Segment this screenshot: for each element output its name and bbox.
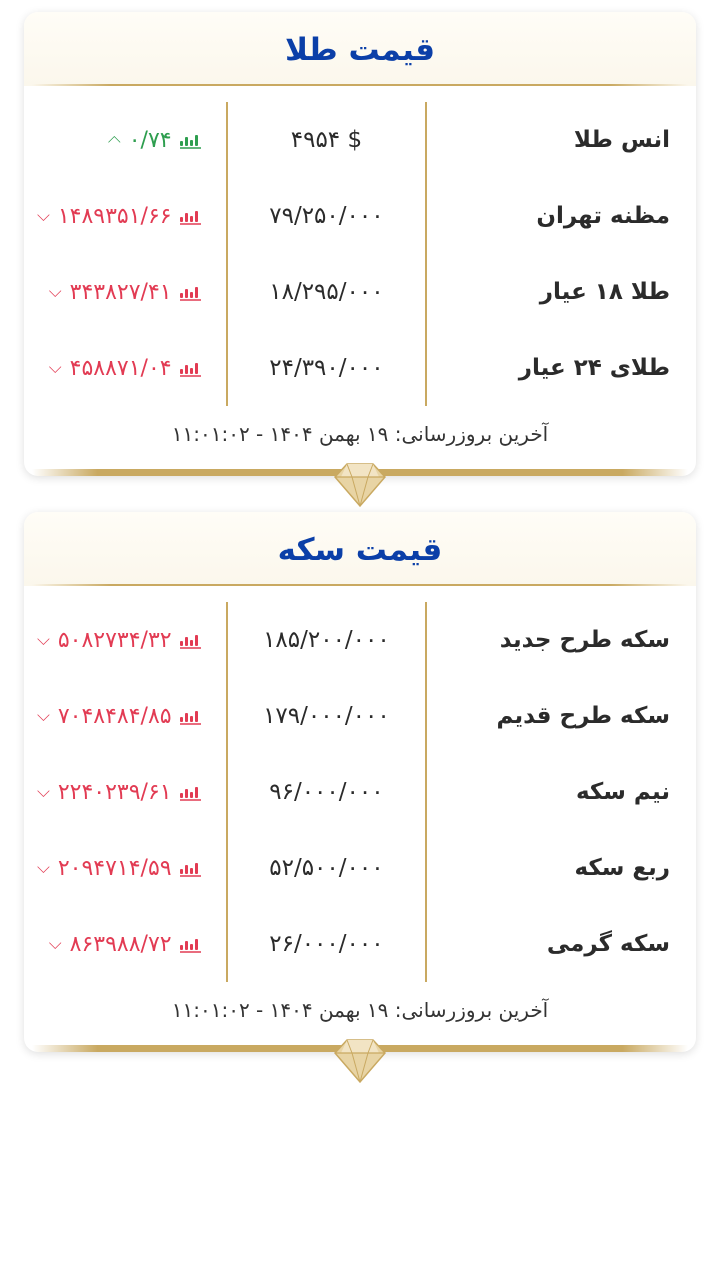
item-price — [226, 830, 428, 906]
item-name: انس طلا — [573, 127, 670, 153]
item-change-value: ۲۲۴۰۲۳۹/۶۱ — [57, 779, 172, 805]
item-price-value: ۲۶/۰۰۰/۰۰۰ — [269, 931, 384, 957]
table-row[interactable] — [24, 678, 696, 754]
chevron-down-icon: ⌵ — [48, 933, 62, 954]
coin-card-header — [24, 512, 696, 586]
coin-price-card — [24, 512, 696, 1052]
last-update-text: آخرین بروزرسانی: ۱۹ بهمن ۱۴۰۴ - ۱۱:۰۱:۰۲ — [171, 998, 549, 1022]
item-price — [226, 754, 428, 830]
item-name: سکه طرح جدید — [499, 627, 670, 653]
item-change-value: ۲۰۹۴۷۱۴/۵۹ — [57, 855, 172, 881]
item-price-value: ۲۴/۳۹۰/۰۰۰ — [269, 355, 384, 381]
chart-icon — [180, 708, 202, 725]
chevron-down-icon: ⌵ — [36, 705, 50, 726]
table-row[interactable] — [24, 830, 696, 906]
card-bottom-bar — [32, 1045, 688, 1052]
chart-icon — [180, 284, 202, 301]
item-change — [24, 780, 226, 805]
item-price-value: ۷۹/۲۵۰/۰۰۰ — [269, 203, 384, 229]
last-update-text: آخرین بروزرسانی: ۱۹ بهمن ۱۴۰۴ - ۱۱:۰۱:۰۲ — [171, 422, 549, 446]
item-name: طلا ۱۸ عیار — [539, 279, 670, 305]
chart-icon — [180, 132, 202, 149]
chevron-down-icon: ⌵ — [36, 857, 50, 878]
item-change — [24, 204, 226, 229]
chevron-down-icon: ⌵ — [48, 281, 62, 302]
item-change-value: ۱۴۸۹۳۵۱/۶۶ — [57, 203, 172, 229]
item-price — [226, 254, 428, 330]
item-change — [24, 628, 226, 653]
item-name: سکه گرمی — [546, 931, 670, 957]
chart-icon — [180, 208, 202, 225]
item-price — [226, 906, 428, 982]
coin-card-body — [24, 586, 696, 1052]
item-change — [24, 128, 226, 153]
item-change-value: ۳۴۳۸۲۷/۴۱ — [69, 279, 172, 305]
item-price-value: ۱۸۵/۲۰۰/۰۰۰ — [263, 627, 390, 653]
table-row[interactable] — [24, 330, 696, 406]
chart-icon — [180, 360, 202, 377]
item-change — [24, 704, 226, 729]
table-row[interactable] — [24, 254, 696, 330]
item-change-value: ۰/۷۴ — [128, 127, 172, 153]
chevron-up-icon: ⌵ — [107, 130, 121, 151]
item-change — [24, 932, 226, 957]
item-price — [226, 678, 428, 754]
item-name: نیم سکه — [575, 779, 670, 805]
chart-icon — [180, 632, 202, 649]
table-row[interactable] — [24, 178, 696, 254]
item-price-value: ۱۸/۲۹۵/۰۰۰ — [269, 279, 384, 305]
item-change — [24, 856, 226, 881]
chart-icon — [180, 936, 202, 953]
item-name: سکه طرح قدیم — [496, 703, 670, 729]
item-change-value: ۴۵۸۸۷۱/۰۴ — [69, 355, 172, 381]
chevron-down-icon: ⌵ — [36, 205, 50, 226]
chart-icon — [180, 860, 202, 877]
table-row[interactable] — [24, 754, 696, 830]
item-change-value: ۷۰۴۸۴۸۴/۸۵ — [57, 703, 172, 729]
page-title-coin: قیمت سکه — [277, 532, 443, 568]
item-price-value: ۵۲/۵۰۰/۰۰۰ — [269, 855, 384, 881]
table-row[interactable] — [24, 906, 696, 982]
chart-icon — [180, 784, 202, 801]
table-row[interactable] — [24, 602, 696, 678]
item-name: مظنه تهران — [536, 203, 670, 229]
page-title-gold: قیمت طلا — [284, 32, 436, 68]
item-name: طلای ۲۴ عیار — [518, 355, 670, 381]
table-row[interactable] — [24, 102, 696, 178]
item-price — [226, 102, 428, 178]
item-price — [226, 178, 428, 254]
item-price-value: ۱۷۹/۰۰۰/۰۰۰ — [263, 703, 390, 729]
chevron-down-icon: ⌵ — [36, 629, 50, 650]
card-bottom-bar — [32, 469, 688, 476]
chevron-down-icon: ⌵ — [36, 781, 50, 802]
item-price-value: ۹۶/۰۰۰/۰۰۰ — [269, 779, 384, 805]
gold-card-body — [24, 86, 696, 476]
item-name: ربع سکه — [574, 855, 670, 881]
item-price — [226, 330, 428, 406]
item-price — [226, 602, 428, 678]
item-change — [24, 280, 226, 305]
item-price-value: ۴۹۵۴ $ — [290, 127, 363, 153]
item-change-value: ۵۰۸۲۷۳۴/۳۲ — [57, 627, 172, 653]
item-change-value: ۸۶۳۹۸۸/۷۲ — [69, 931, 172, 957]
item-change — [24, 356, 226, 381]
gold-card-header — [24, 12, 696, 86]
gold-price-card — [24, 12, 696, 476]
chevron-down-icon: ⌵ — [48, 357, 62, 378]
